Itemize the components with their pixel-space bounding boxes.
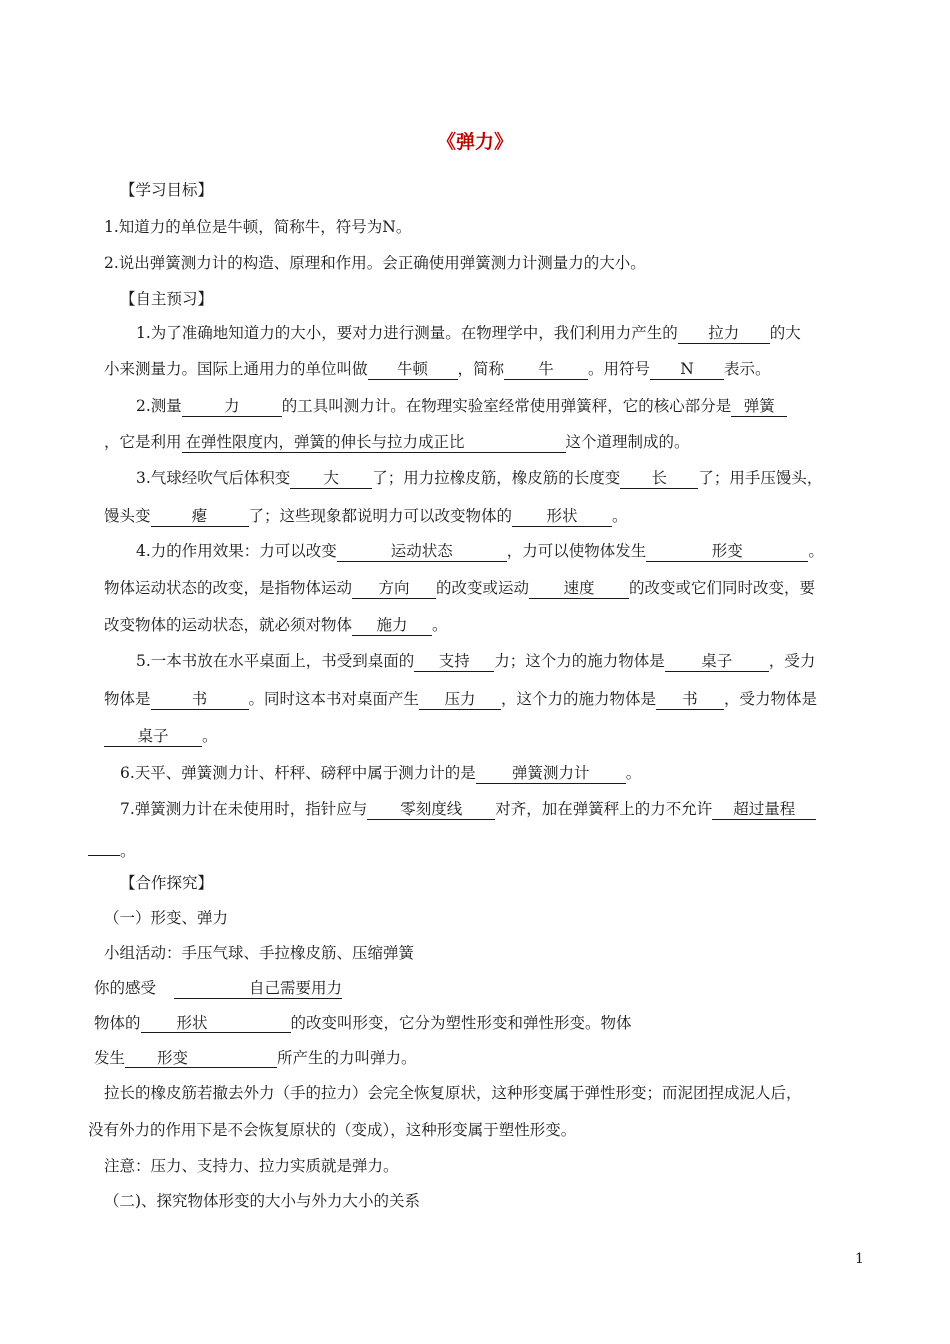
preview-q5-answer-3: 书 xyxy=(151,690,249,710)
preview-q4-line2: 物体运动状态的改变，是指物体运动 方向 的改变或运动 速度 的改变或它们同时改变，要 xyxy=(104,579,816,597)
cooperate-shape: 物体的 形状 的改变叫形变，它分为塑性形变和弹性形变。物体 xyxy=(94,1014,632,1032)
preview-q5-line1: 5.一本书放在水平桌面上，书受到桌面的 支持 力；这个力的施力物体是 桌子 ，受力 xyxy=(136,652,816,670)
preview-q5-answer-2: 桌子 xyxy=(665,652,769,672)
preview-q5-answer-5: 书 xyxy=(656,690,724,710)
section-cooperate-heading: 【合作探究】 xyxy=(120,874,214,892)
preview-q5-line3: 桌子 。 xyxy=(104,726,218,747)
preview-q6-answer-1: 弹簧测力计 xyxy=(476,764,626,784)
preview-q1-line1: 1.为了准确地知道力的大小，要对力进行测量。在物理学中，我们利用力产生的 拉力 的大 xyxy=(136,324,801,342)
preview-q7-line1: 7.弹簧测力计在未使用时，指针应与 零刻度线 对齐，加在弹簧秤上的力不允许 超过量程 xyxy=(120,799,816,820)
preview-q7-answer-2: 超过量程 xyxy=(712,800,816,820)
preview-q3-answer-4: 形状 xyxy=(512,507,612,527)
preview-q2-line1: 2.测量 力 的工具叫测力计。在物理实验室经常使用弹簧秤，它的核心部分是 弹簧 xyxy=(136,396,787,417)
preview-q5-line2: 物体是 书 。同时这本书对桌面产生 压力 ，这个力的施力物体是 书 ，受力物体是 xyxy=(104,690,818,708)
preview-q7-blank-continue xyxy=(88,836,120,856)
cooperate-part2-heading: （二)、探究物体形变的大小与外力大小的关系 xyxy=(104,1192,421,1210)
cooperate-activity: 小组活动：手压气球、手拉橡皮筋、压缩弹簧 xyxy=(104,944,415,962)
goal-1: 1.知道力的单位是牛顿，简称牛，符号为N。 xyxy=(104,218,412,236)
preview-q3-line2: 馒头变 瘪 了；这些现象都说明力可以改变物体的 形状 。 xyxy=(104,507,628,525)
preview-q3-line1: 3.气球经吹气后体积变 大 了；用力拉橡皮筋，橡皮筋的长度变 长 了；用手压馒头， xyxy=(136,469,823,487)
cooperate-feel-answer: 自己需要用力 xyxy=(174,979,342,999)
cooperate-shape-answer: 形状 xyxy=(141,1014,291,1033)
cooperate-occur: 发生 形变 所产生的力叫弹力。 xyxy=(94,1049,417,1067)
cooperate-note: 注意：压力、支持力、拉力实质就是弹力。 xyxy=(104,1157,399,1175)
preview-q4-answer-5: 施力 xyxy=(352,616,432,636)
preview-q5-answer-1: 支持 xyxy=(414,652,494,672)
preview-q4-answer-1: 运动状态 xyxy=(337,542,507,562)
preview-q1-answer-3: 牛 xyxy=(504,360,588,380)
page-number: 1 xyxy=(855,1251,864,1267)
cooperate-part1-heading: （一）形变、弹力 xyxy=(104,909,229,927)
preview-q4-answer-2: 形变 xyxy=(646,542,808,562)
preview-q7-answer-1: 零刻度线 xyxy=(367,800,495,820)
cooperate-para-1: 拉长的橡皮筋若撤去外力（手的拉力）会完全恢复原状，这种形变属于弹性形变；而泥团捏成泥人后， xyxy=(104,1084,802,1102)
preview-q5-answer-6: 桌子 xyxy=(104,727,202,747)
preview-q4-line1: 4.力的作用效果：力可以改变 运动状态 ，力可以使物体发生 形变 。 xyxy=(136,542,824,560)
page-title: 《弹力》 xyxy=(436,131,513,153)
goal-2: 2.说出弹簧测力计的构造、原理和作用。会正确使用弹簧测力计测量力的大小。 xyxy=(104,254,646,272)
preview-q4-answer-4: 速度 xyxy=(529,579,629,599)
preview-q1-answer-2: 牛顿 xyxy=(368,360,458,380)
preview-q5-answer-4: 压力 xyxy=(419,690,501,710)
preview-q3-answer-3: 瘪 xyxy=(151,507,249,527)
preview-q4-answer-3: 方向 xyxy=(352,579,436,599)
preview-q4-line3: 改变物体的运动状态，就必须对物体 施力 。 xyxy=(104,616,448,634)
preview-q7-line2: 。 xyxy=(88,836,136,861)
preview-q3-answer-2: 长 xyxy=(620,469,698,489)
section-preview-heading: 【自主预习】 xyxy=(120,290,214,308)
preview-q1-answer-4: N xyxy=(650,360,724,380)
preview-q3-answer-1: 大 xyxy=(290,469,372,489)
cooperate-para-2: 没有外力的作用下是不会恢复原状的（变成），这种形变属于塑性形变。 xyxy=(88,1121,577,1139)
preview-q2-answer-3: 在弹性限度内，弹簧的伸长与拉力成正比 xyxy=(182,433,566,453)
preview-q1-answer-1: 拉力 xyxy=(678,324,770,344)
section-goals-heading: 【学习目标】 xyxy=(120,181,214,199)
cooperate-occur-answer: 形变 xyxy=(125,1049,277,1068)
preview-q2-line2: ，它是利用 在弹性限度内，弹簧的伸长与拉力成正比 这个道理制成的。 xyxy=(104,433,690,451)
preview-q1-line2: 小来测量力。国际上通用力的单位叫做 牛顿 ，简称 牛 。用符号 N 表示。 xyxy=(104,360,771,378)
preview-q6-line1: 6.天平、弹簧测力计、杆秤、磅秤中属于测力计的是 弹簧测力计 。 xyxy=(120,764,642,782)
preview-q2-answer-1: 力 xyxy=(182,397,282,417)
preview-q2-answer-2: 弹簧 xyxy=(731,397,787,417)
cooperate-feel: 你的感受 自己需要用力 xyxy=(94,979,343,997)
